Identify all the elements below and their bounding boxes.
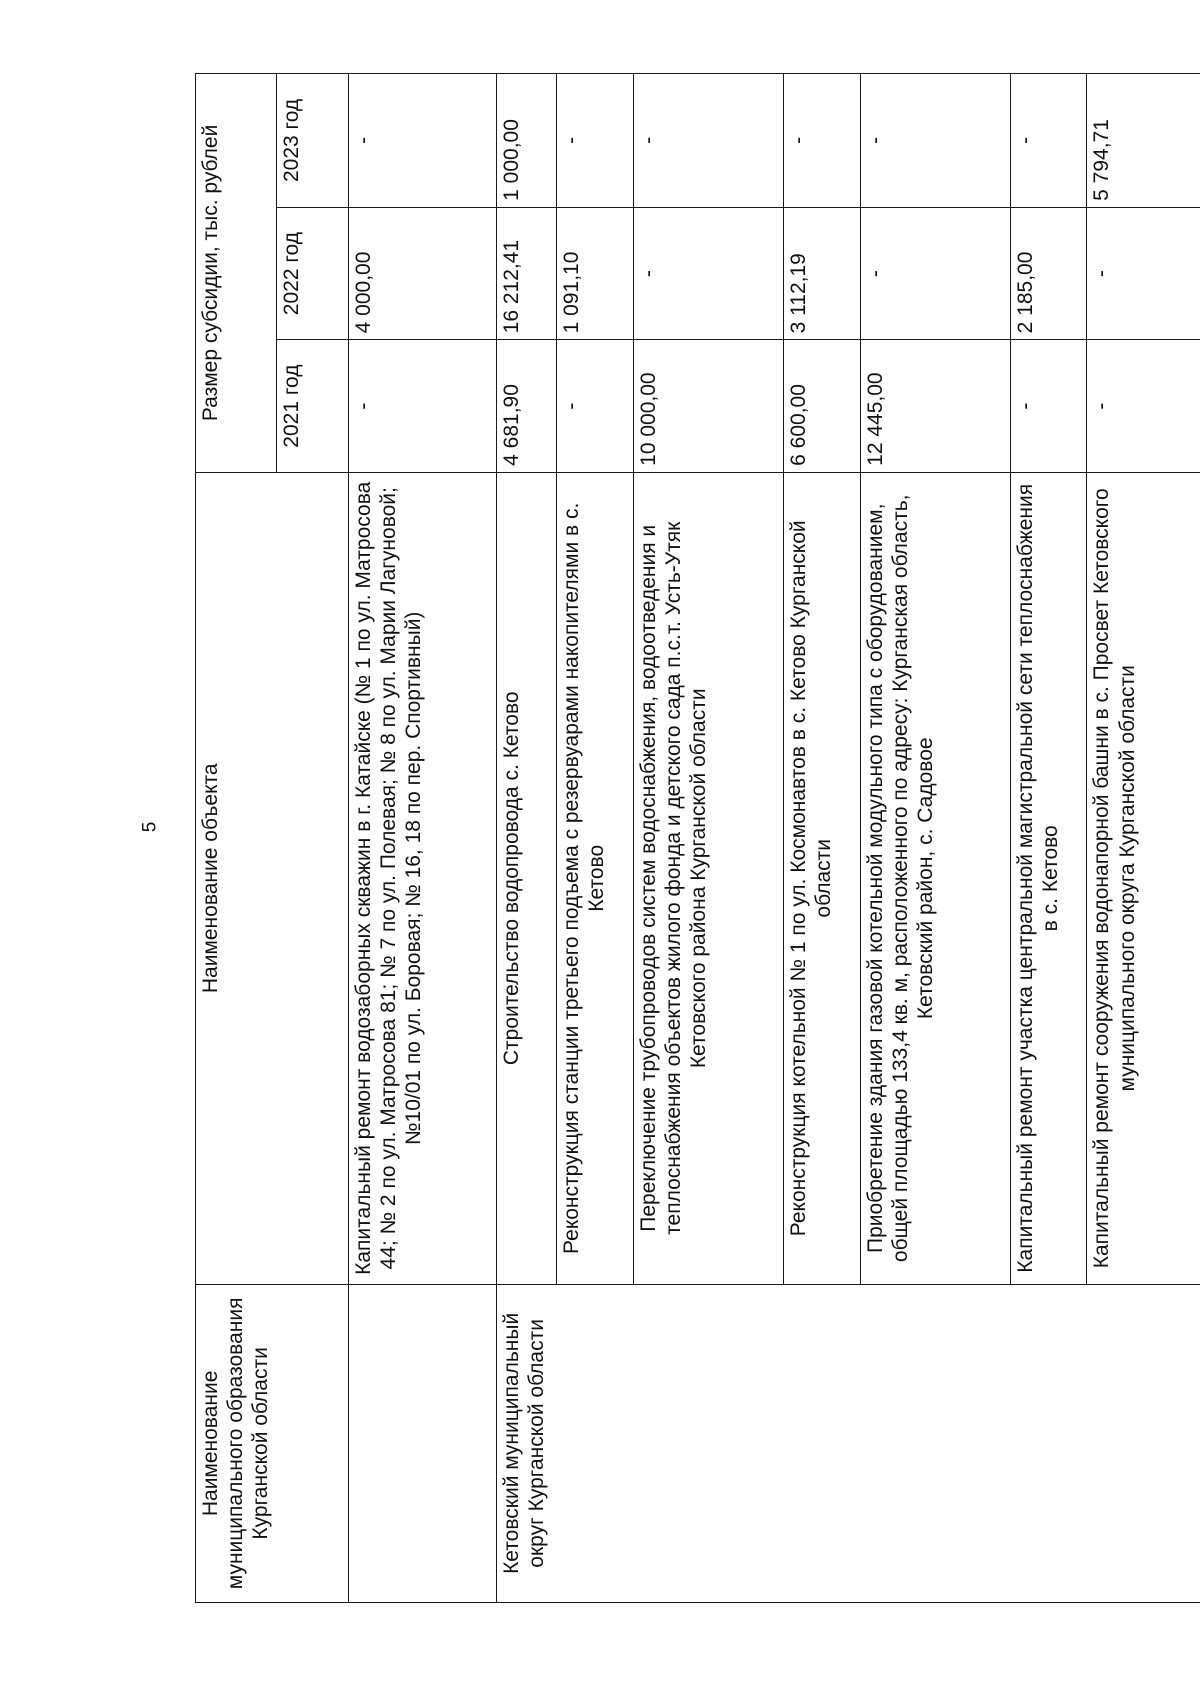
value-2021-cell: 12 445,00 <box>860 340 1011 473</box>
header-year-2023: 2023 год <box>277 74 349 208</box>
value-2022-cell: - <box>860 207 1011 340</box>
object-cell: Реконструкция котельной № 1 по ул. Космонавтов в с. Кетово Курганской области <box>784 472 860 1284</box>
table-row <box>497 74 557 1603</box>
object-cell: Строительство водопровода с. Кетово <box>497 472 557 1284</box>
value-2022-cell: 16 212,41 <box>497 207 557 340</box>
subsidy-table <box>195 73 1200 1603</box>
object-cell: Капитальный ремонт участка центральной магистральной сети теплоснабжения в с. Кетово <box>1011 472 1087 1284</box>
value-2022-cell: 2 185,00 <box>1011 207 1087 340</box>
value-2023-cell: - <box>860 74 1011 208</box>
object-cell: Капитальный ремонт сооружения водонапорной башни в с. Просвет Кетовского муниципального округа Курганской области <box>1087 472 1200 1284</box>
value-2021-cell: 4 681,90 <box>497 340 557 473</box>
value-2023-cell: - <box>633 74 784 208</box>
municipality-cell: Кетовский муниципальный округ Курганской области <box>497 1284 1200 1602</box>
value-2023-cell: 1 000,00 <box>497 74 557 208</box>
header-year-2022: 2022 год <box>277 207 349 340</box>
value-2021-cell: - <box>1011 340 1087 473</box>
value-2023-cell: - <box>348 74 496 208</box>
value-2023-cell: - <box>784 74 860 208</box>
rotated-table-container <box>195 73 1200 1603</box>
value-2021-cell: - <box>1087 340 1200 473</box>
header-subsidy: Размер субсидии, тыс. рублей <box>196 74 277 473</box>
value-2023-cell: - <box>1011 74 1087 208</box>
value-2023-cell: - <box>557 74 633 208</box>
header-municipality: Наименование муниципального образования Курганской области <box>196 1284 349 1602</box>
header-year-2021: 2021 год <box>277 340 349 473</box>
value-2022-cell: 4 000,00 <box>348 207 496 340</box>
object-cell: Переключение трубопроводов систем водоснабжения, водоотведения и теплоснабжения объектов жилого фонда и детского сада п.с.т. Усть-Утяк Кетовского района Курганской области <box>633 472 784 1284</box>
value-2022-cell: 3 112,19 <box>784 207 860 340</box>
header-object-name: Наименование объекта <box>196 472 349 1284</box>
object-cell: Реконструкция станции третьего подъема с резервуарами накопителями в с. Кетово <box>557 472 633 1284</box>
municipality-cell <box>348 1284 496 1602</box>
object-cell: Приобретение здания газовой котельной модульного типа с оборудованием, общей площадью 133,4 кв. м, расположенного по адресу: Курганская область, Кетовский район, с. Садовое <box>860 472 1011 1284</box>
value-2021-cell: 10 000,00 <box>633 340 784 473</box>
page-number: 5 <box>139 821 161 833</box>
header-row <box>196 74 277 1603</box>
value-2022-cell: - <box>1087 207 1200 340</box>
value-2021-cell: 6 600,00 <box>784 340 860 473</box>
value-2021-cell: - <box>348 340 496 473</box>
value-2021-cell: - <box>557 340 633 473</box>
value-2023-cell: 5 794,71 <box>1087 74 1200 208</box>
table-row <box>348 74 496 1603</box>
value-2022-cell: 1 091,10 <box>557 207 633 340</box>
object-cell: Капитальный ремонт водозаборных скважин в г. Катайске (№ 1 по ул. Матросова 44; № 2 по ул. Матросова 81; № 7 по ул. Полевая; № 8 по ул. Марии Лагуновой; №10/01 по ул. Боровая; № 16, 18 по пер. Спортивный) <box>348 472 496 1284</box>
value-2022-cell: - <box>633 207 784 340</box>
